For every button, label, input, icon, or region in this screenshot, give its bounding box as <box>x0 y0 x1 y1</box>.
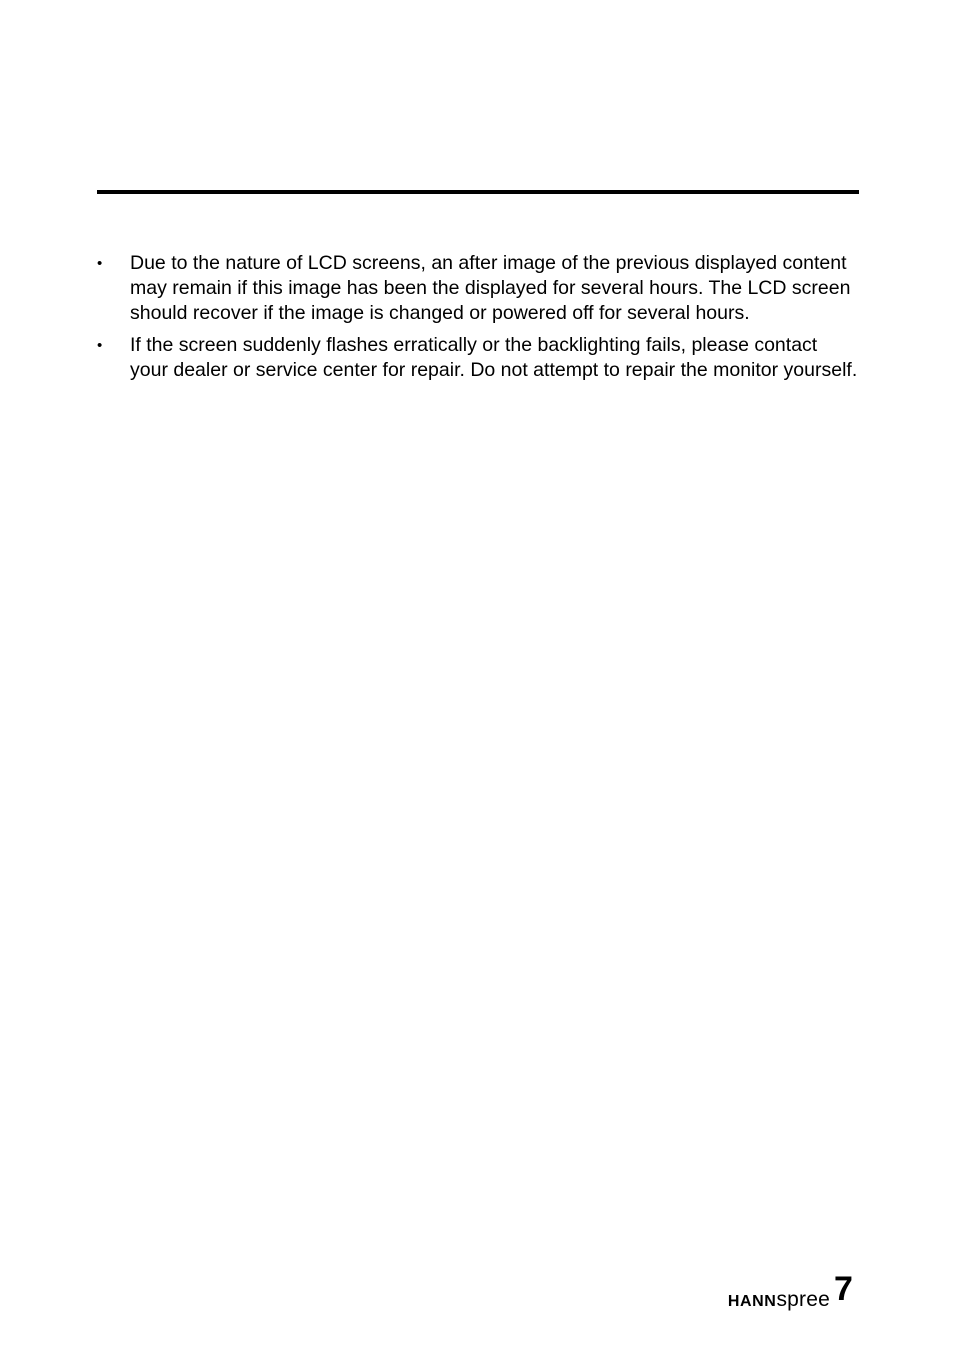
bullet-icon: • <box>97 255 103 272</box>
bullet-text: Due to the nature of LCD screens, an after image of the previous displayed content may remain if this image has been the displayed for several hours. The LCD screen should recover if the image is changed or powered off for several hours. <box>130 252 851 324</box>
brand-logo-bold: HANN <box>727 1293 777 1310</box>
list-item <box>97 333 859 383</box>
notes-bullet-list <box>97 251 859 390</box>
list-item <box>97 251 859 326</box>
bullet-text: If the screen suddenly flashes erratically or the backlighting fails, please contact your dealer or service center for repair. Do not attempt to repair the monitor yourself. <box>130 334 858 381</box>
bullet-icon: • <box>97 337 103 354</box>
top-divider-rule <box>97 190 859 194</box>
page-number: 7 <box>834 1270 853 1308</box>
brand-logo <box>728 1287 830 1315</box>
brand-logo-light: spree <box>776 1288 830 1311</box>
